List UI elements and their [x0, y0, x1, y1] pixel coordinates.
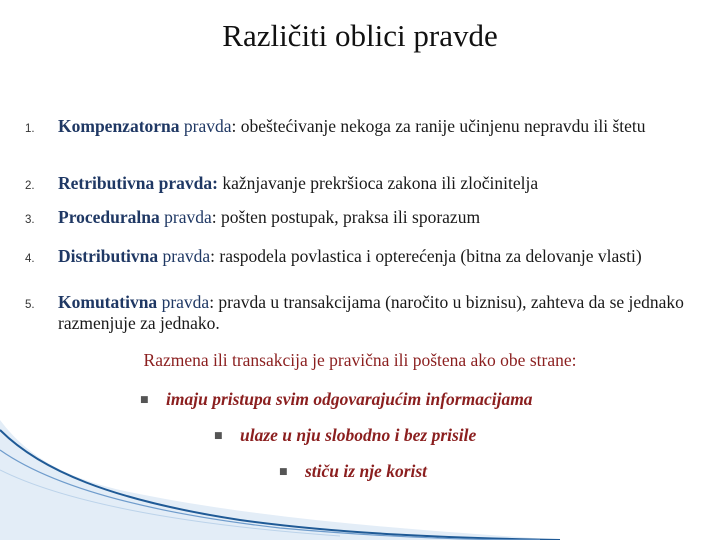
item-text: : obeštećivanje nekoga za ranije učinjenu nepravdu ili štetu	[231, 116, 646, 136]
item-text: : raspodela povlastica i opterećenja (bitna za delovanje vlasti)	[210, 246, 642, 266]
term-tail: pravda	[183, 116, 232, 136]
intro-text: Razmena ili transakcija je pravična ili poštena ako obe strane:	[143, 350, 577, 370]
item-text: : pravda u transakcijama (naročito u biznisu), zahteva da se jednako razmenjuje za jednako.	[58, 292, 684, 333]
term-bold: Komutativna	[58, 292, 158, 312]
list-item	[25, 207, 698, 228]
list-item	[25, 173, 698, 194]
bullet-text: imaju pristupa svim odgovarajućim informacijama	[166, 389, 533, 409]
term-bold: Distributivna	[58, 246, 159, 266]
decorative-swoosh	[0, 420, 720, 540]
bullet-marker-icon: ■	[214, 431, 223, 441]
item-text: : pošten postupak, praksa ili sporazum	[211, 207, 481, 227]
item-term	[58, 246, 210, 266]
item-number: 4.	[25, 253, 35, 265]
item-number: 3.	[25, 214, 35, 226]
term-bold: Kompenzatorna	[58, 116, 180, 136]
bullet-text: ulaze u nju slobodno i bez prisile	[240, 425, 477, 445]
swoosh-shape-light	[0, 420, 560, 540]
item-number: 2.	[25, 180, 35, 192]
item-term	[58, 173, 218, 193]
term-tail: pravda	[162, 246, 211, 266]
item-term	[58, 116, 232, 136]
list-item	[25, 292, 698, 334]
term-bold: Proceduralna	[58, 207, 160, 227]
term-tail: pravda	[164, 207, 212, 227]
bullet-text: stiču iz nje korist	[305, 461, 428, 481]
item-text: kažnjavanje prekršioca zakona ili zločinitelja	[217, 173, 539, 193]
bullet-marker-icon: ■	[279, 467, 288, 477]
bullet-marker-icon: ■	[140, 395, 149, 405]
item-number: 5.	[25, 299, 35, 311]
item-number: 1.	[25, 123, 35, 135]
list-item	[25, 116, 698, 137]
bullet-item	[140, 389, 533, 410]
slide-title: Različiti oblici pravde	[222, 18, 498, 53]
term-bold: Retributivna pravda:	[58, 173, 218, 193]
item-term	[58, 207, 212, 227]
term-tail: pravda	[161, 292, 210, 312]
item-term	[58, 292, 209, 312]
list-item	[25, 246, 698, 267]
